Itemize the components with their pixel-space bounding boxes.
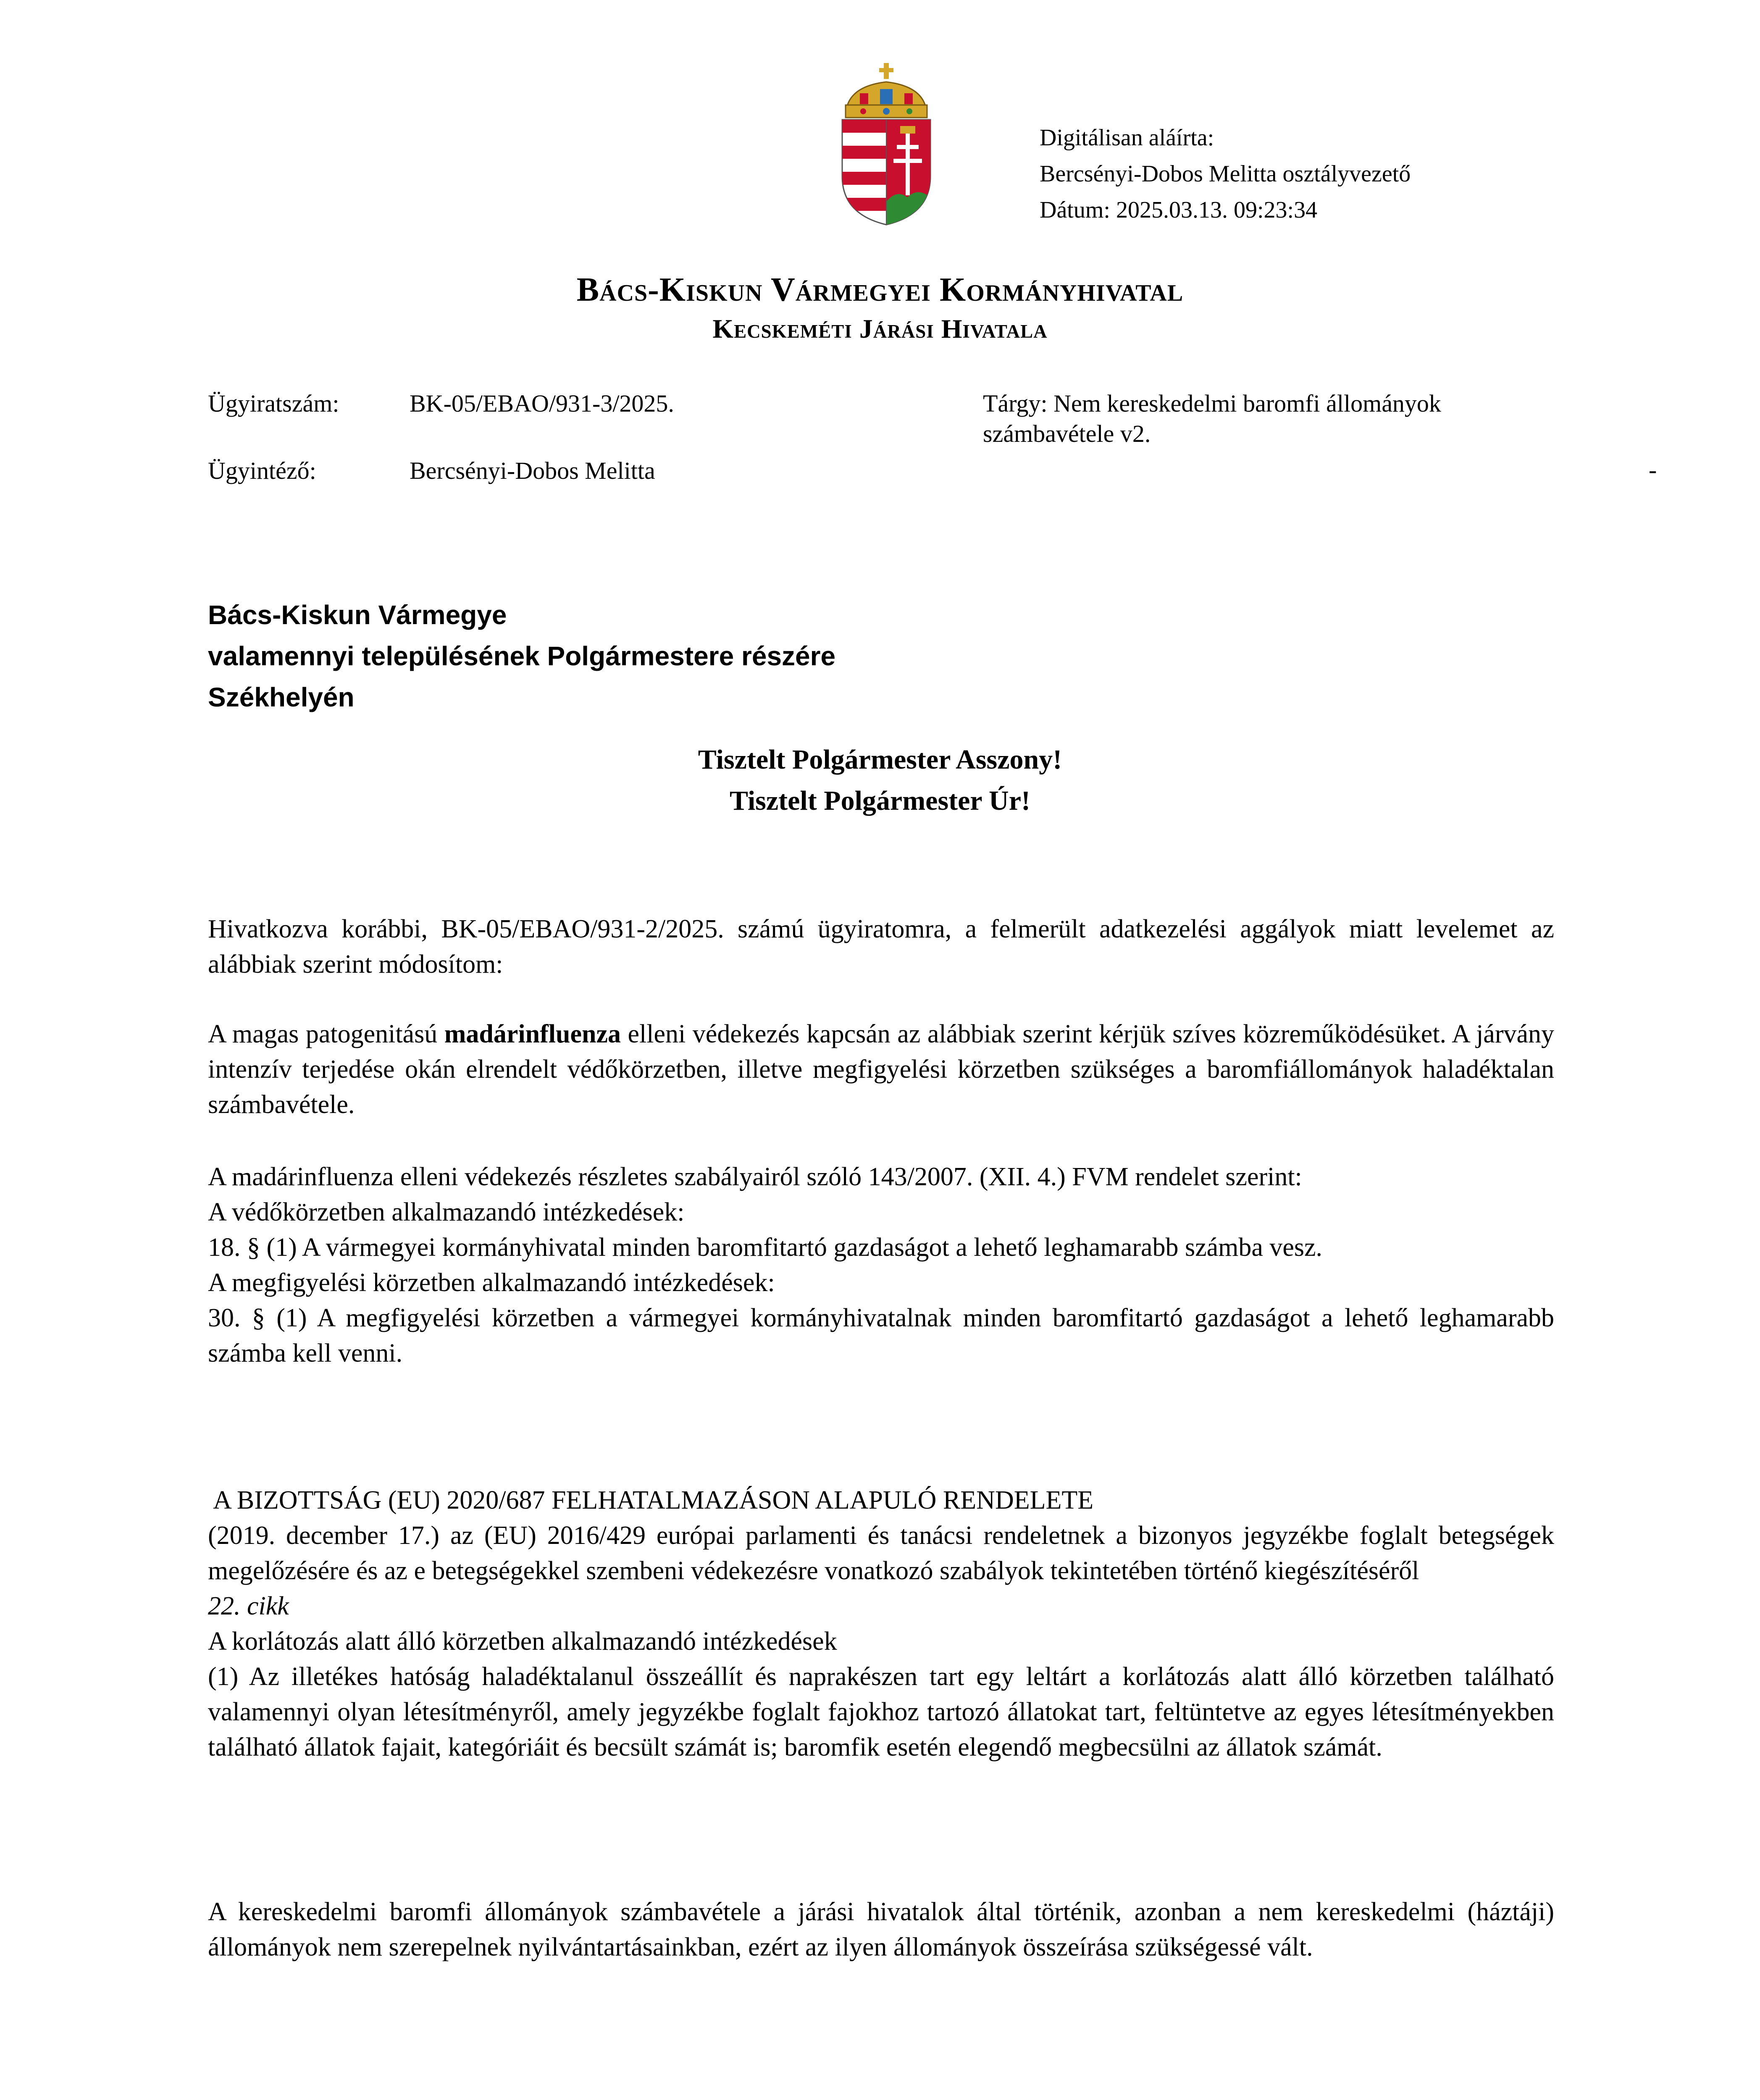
p2-bold-term: madárinfluenza: [444, 1020, 621, 1048]
subject-label: Tárgy:: [983, 390, 1048, 417]
decree-intro: A madárinfluenza elleni védekezés részletes szabályairól szóló 143/2007. (XII. 4.) FVM rendelet szerint:: [208, 1163, 1302, 1191]
signature-line-1: Digitálisan aláírta:: [1040, 125, 1214, 151]
hungarian-coat-of-arms-icon: [834, 63, 939, 227]
eu-regulation-title: A BIZOTTSÁG (EU) 2020/687 FELHATALMAZÁSON ALAPULÓ RENDELETE: [208, 1486, 1094, 1515]
office-subtitle: Kecskeméti Járási Hivatala: [712, 314, 1048, 344]
subject-value: Nem kereskedelmi baromfi állományok számbavétele v2.: [983, 390, 1441, 447]
decree-section-30: 30. § (1) A megfigyelési körzetben a vármegyei kormányhivatalnak minden baromfitartó gazdaságot a lehető leghamarabb számba kell venni.: [208, 1304, 1554, 1368]
decree-surveillance-zone: A megfigyelési körzetben alkalmazandó intézkedések:: [208, 1268, 775, 1297]
paragraph-commercial: [208, 1894, 1554, 1965]
officer-label: Ügyintéző:: [208, 457, 316, 484]
paragraph-commercial-text: A kereskedelmi baromfi állományok számbavétele a járási hivatalok által történik, azonban a nem kereskedelmi (háztáji) állományok nem szerepelnek nyilvántartásainkban, ezért az ilyen állományok összeírása szükségessé vált.: [208, 1898, 1554, 1961]
eu-regulation-article: 22. cikk: [208, 1592, 289, 1620]
addressee-line-3: Székhelyén: [208, 682, 355, 712]
addressee-block: [208, 594, 835, 718]
eu-regulation-body: (1) Az illetékes hatóság haladéktalanul összeállít és naprakészen tart egy leltárt a korlátozás alatt álló körzetben található valamennyi olyan létesítményről, amely jegyzékbe foglalt fajokhoz tartozó állatokat tart, feltüntetve az egyes létesítményekben található állatok fajait, kategóriáit és becsült számát is; baromfik esetén elegendő megbecsülni az állatok számát.: [208, 1662, 1554, 1761]
greeting-line-1: Tisztelt Polgármester Asszony!: [698, 744, 1062, 775]
paragraph-bird-flu: [208, 1016, 1554, 1122]
case-number-label: Ügyiratszám:: [208, 390, 339, 417]
dash-marker: -: [1649, 456, 1657, 483]
decree-section-18: 18. § (1) A vármegyei kormányhivatal minden baromfitartó gazdaságot a lehető leghamarabb számba vesz.: [208, 1233, 1323, 1262]
greeting-line-2: Tisztelt Polgármester Úr!: [730, 785, 1030, 816]
decree-protection-zone: A védőkörzetben alkalmazandó intézkedések:: [208, 1198, 685, 1226]
paragraph-reference: [208, 911, 1554, 982]
p2-before: A magas patogenitású: [208, 1020, 444, 1048]
greeting: [0, 739, 1760, 822]
signature-signer: Bercsényi-Dobos Melitta osztályvezető: [1040, 161, 1411, 187]
paragraph-decree: [208, 1159, 1554, 1371]
office-header: [0, 269, 1760, 347]
digital-signature-block: [1040, 120, 1411, 228]
eu-regulation-heading: A korlátozás alatt álló körzetben alkalmazandó intézkedések: [208, 1627, 837, 1656]
paragraph-eu-regulation: [208, 1483, 1554, 1765]
paragraph-bird-flu-text: [208, 1016, 1554, 1122]
eu-regulation-text: (2019. december 17.) az (EU) 2016/429 európai parlamenti és tanácsi rendeletnek a bizonyos jegyzékbe foglalt betegségek megelőzésére és az e betegségekkel szembeni védekezésre vonatkozó szabályok tekintetében történő kiegészítéséről: [208, 1521, 1554, 1585]
addressee-line-1: Bács-Kiskun Vármegye: [208, 600, 507, 630]
addressee-line-2: valamennyi településének Polgármestere részére: [208, 641, 836, 671]
paragraph-reference-text: Hivatkozva korábbi, BK-05/EBAO/931-2/2025. számú ügyiratomra, a felmerült adatkezelési aggályok miatt levelemet az alábbiak szerint módosítom:: [208, 915, 1554, 979]
case-number-value: BK-05/EBAO/931-3/2025.: [410, 390, 674, 417]
officer-value: Bercsényi-Dobos Melitta: [410, 457, 655, 484]
subject: [983, 388, 1571, 449]
office-title: Bács-Kiskun Vármegyei Kormányhivatal: [576, 271, 1184, 308]
case-number-row: [208, 388, 339, 419]
p2-after: elleni védekezés kapcsán az alábbiak szerint kérjük szíves közreműködésüket. A járvány intenzív terjedése okán elrendelt védőkörzetben, illetve megfigyelési körzetben szükséges a baromfiállományok haladéktalan számbavétele.: [208, 1020, 1554, 1119]
signature-date: Dátum: 2025.03.13. 09:23:34: [1040, 197, 1318, 223]
